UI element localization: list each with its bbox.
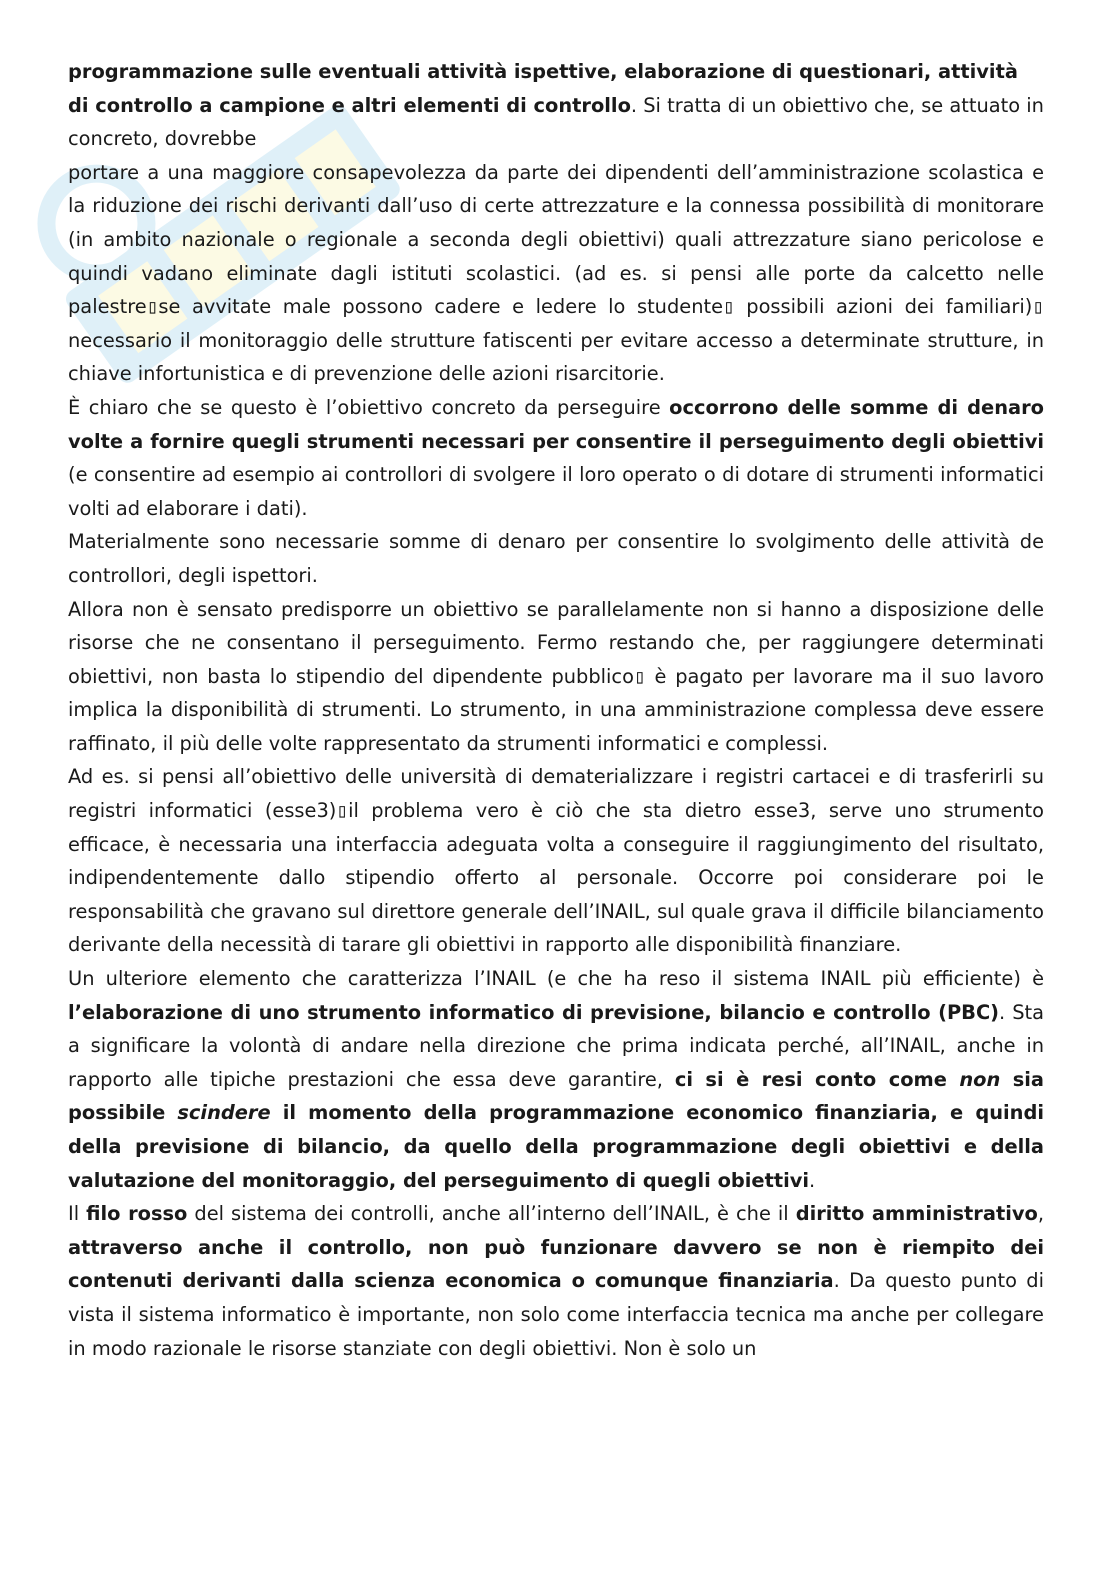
bold-text: ci si è resi conto come: [674, 1067, 960, 1091]
text: il problema vero è ciò che sta dietro esse3, serve uno strumento efficace, è necessaria una interfaccia adeguata volta a conseguire il raggiungimento del risultato, indipendentemente dallo stipendio offerto al personale. Occorre poi considerare poi le responsabilità che gravano sul direttore generale dell’INAIL, sul quale grava il difficile bilanciamento derivante della necessità di tarare gli obiettivi in rapporto alle disponibilità finanziare.: [68, 799, 1044, 957]
paragraph-7: [68, 962, 1044, 1197]
paragraph-3: [68, 391, 1044, 525]
text: . Sta a significare la volontà di andare nella direzione che prima indicata perché, all’INAIL, anche in rapporto alle tipiche prestazioni che essa deve garantire,: [68, 1000, 1044, 1091]
paragraph-8: [68, 1197, 1044, 1365]
text: portare a una maggiore consapevolezza da parte dei dipendenti dell’amministrazione scolastica e la riduzione dei rischi derivanti dall’uso di certe attrezzature e la connessa possibilità di monitorare (in ambito nazionale o regionale a seconda degli obiettivi) quali attrezzature siano pericolose e quindi vadano eliminate dagli istituti scolastici. (ad es. si pensi alle porte da calcetto nelle palestre: [68, 160, 1044, 319]
text: se avvitate male possono cadere e ledere lo studente: [158, 295, 724, 319]
paragraph-5: [68, 593, 1044, 761]
missing-glyph: ▯: [336, 799, 349, 823]
missing-glyph: ▯: [1032, 295, 1044, 319]
bold-text: occorrono delle somme di denaro volte a fornire quegli strumenti necessari per consentire il perseguimento degli obiettivi: [68, 395, 1044, 453]
paragraph-2: [68, 156, 1044, 391]
text: (e consentire ad esempio ai controllori di svolgere il loro operato o di dotare di strumenti informatici volti ad elaborare i dati).: [68, 463, 1044, 520]
bold-italic-text: non: [959, 1067, 1001, 1091]
paragraph-6: [68, 760, 1044, 962]
bold-text: filo rosso: [86, 1202, 188, 1226]
text: ,: [1037, 1202, 1044, 1226]
text: Ad es. si pensi all’obiettivo delle università di dematerializzare i registri cartacei e di trasferirli su registri informatici (esse3): [68, 765, 1044, 823]
text: Un ulteriore elemento che caratterizza l’INAIL (e che ha reso il sistema INAIL più efficiente) è: [68, 967, 1044, 991]
paragraph-4: [68, 525, 1044, 592]
text: Allora non è sensato predisporre un obiettivo se parallelamente non si hanno a disposizione delle risorse che ne consentano il perseguimento. Fermo restando che, per raggiungere determinati obiettivi, non basta lo stipendio del dipendente pubblico: [68, 597, 1044, 688]
text: Materialmente sono necessarie somme di denaro per consentire lo svolgimento delle attività de controllori, degli ispettori.: [68, 530, 1044, 587]
text: . Da questo punto di vista il sistema informatico è importante, non solo come interfaccia tecnica ma anche per collegare in modo razionale le risorse stanziate con degli obiettivi. Non è solo un: [68, 1269, 1044, 1360]
bold-text: diritto amministrativo: [795, 1202, 1038, 1226]
text: . Si tratta di un obiettivo che, se attuato in concreto, dovrebbe: [68, 93, 1044, 151]
bold-text: attraverso anche il controllo, non può funzionare davvero se non è riempito dei contenuti derivanti dalla scienza economica o comunque finanziaria: [68, 1235, 1044, 1293]
missing-glyph: ▯: [723, 295, 735, 319]
text: possibili azioni dei familiari): [734, 295, 1033, 319]
document-body: [68, 55, 1044, 1365]
missing-glyph: ▯: [146, 295, 159, 319]
bold-italic-text: scindere: [177, 1101, 271, 1125]
text: del sistema dei controlli, anche all’interno dell’INAIL, è che il: [187, 1202, 796, 1226]
bold-text: l’elaborazione di uno strumento informatico di previsione, bilancio e controllo (PBC): [68, 1000, 1000, 1024]
paragraph-1: [68, 55, 1044, 156]
bold-text: programmazione sulle eventuali attività ispettive, elaborazione di questionari, attività di controllo a campione e altri elementi di controllo: [68, 60, 1018, 117]
text: è pagato per lavorare ma il suo lavoro implica la disponibilità di strumenti. Lo strumento, in una amministrazione complessa deve essere raffinato, il più delle volte rappresentato da strumenti informatici e complessi.: [68, 664, 1044, 755]
text: necessario il monitoraggio delle strutture fatiscenti per evitare accesso a determinate strutture, in chiave infortunistica e di prevenzione delle azioni risarcitorie.: [68, 328, 1044, 386]
text: Il: [68, 1202, 87, 1226]
text: .: [809, 1168, 816, 1192]
text: È chiaro che se questo è l’obiettivo concreto da perseguire: [68, 395, 670, 419]
missing-glyph: ▯: [633, 664, 646, 688]
bold-text: il momento della programmazione economico finanziaria, e quindi della previsione di bilancio, da quello della programmazione degli obiettivi e della valutazione del monitoraggio, del perseguimento di quegli obiettivi: [68, 1101, 1044, 1192]
bold-text: sia possibile: [68, 1067, 1044, 1125]
